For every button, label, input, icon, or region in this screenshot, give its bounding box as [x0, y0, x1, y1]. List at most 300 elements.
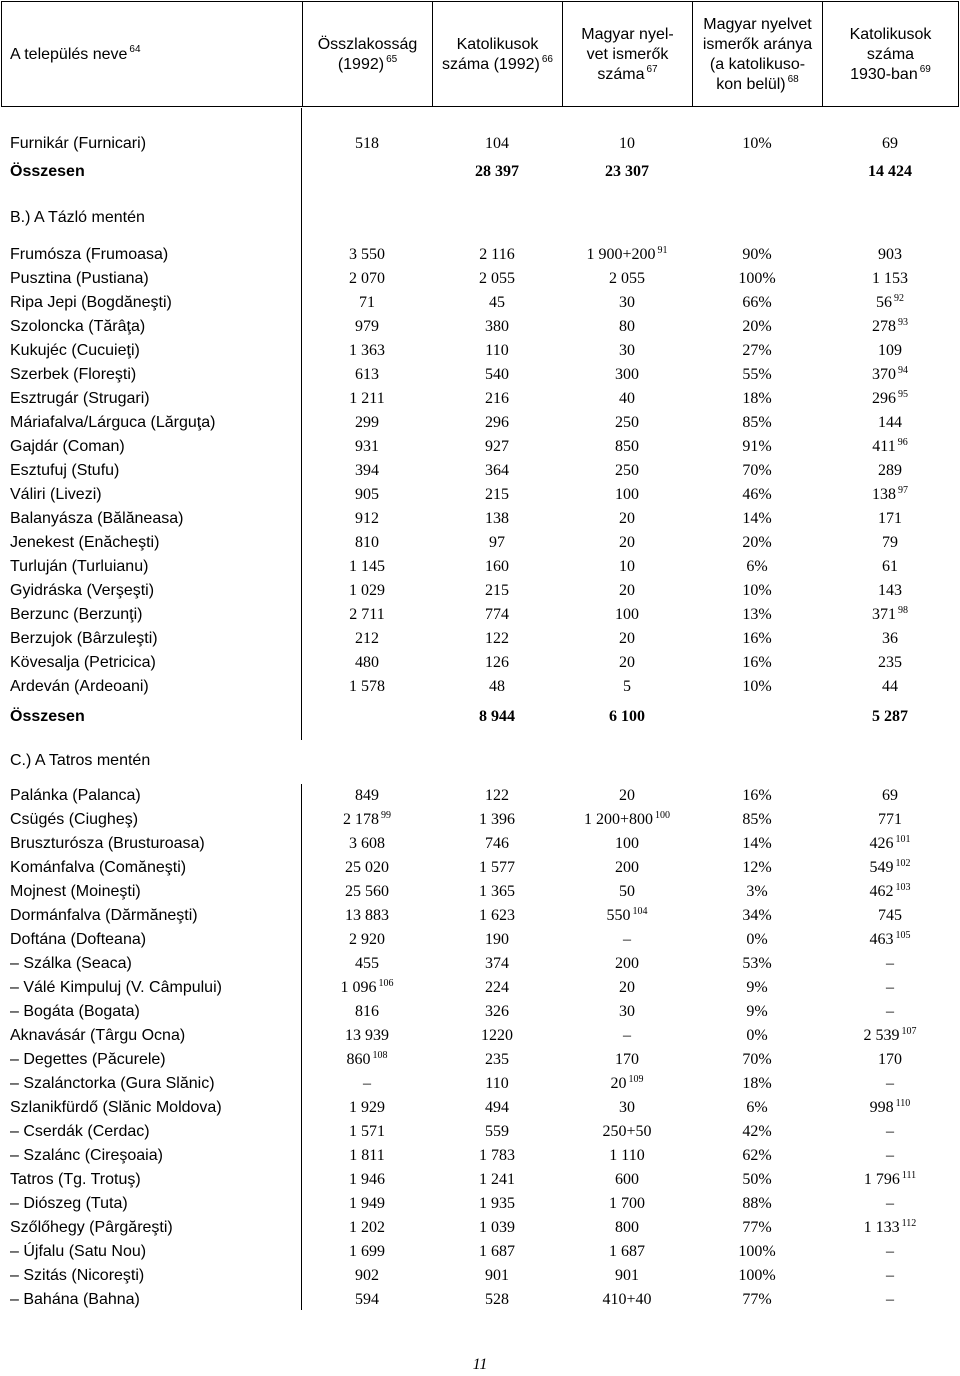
catholics-1992: 746: [485, 835, 509, 852]
settlement-name: Máriafalva/Lárguca (Lărguţa): [10, 414, 216, 431]
catholics-1992: 122: [485, 787, 509, 804]
hungarian-ratio: 100%: [738, 270, 776, 287]
settlement-name: Turluján (Turluianu): [10, 558, 149, 575]
total-population: 13 939: [345, 1027, 389, 1044]
table-row: [0, 243, 960, 267]
table-row: [0, 483, 960, 507]
catholics-1930: 411 $^{96}$: [872, 436, 908, 455]
hungarian-ratio: 70%: [742, 462, 772, 479]
catholics-1930: 109: [878, 342, 902, 359]
table-row: [0, 1072, 960, 1096]
catholics-1930: 771: [878, 811, 902, 828]
catholics-1930: 370 $^{94}$: [872, 364, 908, 383]
hungarian-speakers: 1 200+800 $^{100}$: [583, 809, 671, 828]
total-population: 849: [355, 787, 379, 804]
catholics-1930: –: [886, 1195, 894, 1212]
table-row: [0, 1144, 960, 1168]
catholics-1930: 143: [878, 582, 902, 599]
table-row: [0, 1216, 960, 1240]
table-row: [0, 531, 960, 555]
catholics-1992: 215: [485, 486, 509, 503]
hungarian-speakers: 30: [619, 1003, 635, 1020]
total-value: 5 287: [872, 708, 908, 725]
settlement-name: – Válé Kimpuluj (V. Câmpului): [10, 979, 222, 996]
catholics-1992: 1 935: [479, 1195, 515, 1212]
settlement-name: – Bogáta (Bogata): [10, 1003, 140, 1020]
table-row: [0, 1192, 960, 1216]
total-population: 2 178 $^{99}$: [343, 809, 391, 828]
hungarian-ratio: 62%: [742, 1147, 772, 1164]
table-row: [0, 832, 960, 856]
hungarian-ratio: 20%: [742, 318, 772, 335]
total-population: 1 571: [349, 1123, 385, 1140]
hungarian-speakers: 20: [619, 534, 635, 551]
total-population: 931: [355, 438, 379, 455]
catholics-1992: 1 039: [479, 1219, 515, 1236]
settlement-name: – Cserdák (Cerdac): [10, 1123, 150, 1140]
hungarian-speakers: 800: [615, 1219, 639, 1236]
hungarian-ratio: 50%: [742, 1171, 772, 1188]
total-population: 3 608: [349, 835, 385, 852]
table-row: [0, 387, 960, 411]
settlement-name: Dormánfalva (Dărmăneşti): [10, 907, 198, 924]
catholics-1992: 494: [485, 1099, 509, 1116]
total-population: 1 929: [349, 1099, 385, 1116]
table-row: [0, 267, 960, 291]
settlement-name: Berzujok (Bârzuleşti): [10, 630, 158, 647]
hungarian-speakers: 100: [615, 835, 639, 852]
catholics-1930: –: [886, 1123, 894, 1140]
hungarian-ratio: 14%: [742, 510, 772, 527]
hungarian-speakers: 2 055: [609, 270, 645, 287]
catholics-1992: 1 396: [479, 811, 515, 828]
hungarian-speakers: 250: [615, 414, 639, 431]
catholics-1992: 160: [485, 558, 509, 575]
table-row: [0, 411, 960, 435]
settlement-name: – Bahána (Bahna): [10, 1291, 140, 1308]
table-row: [0, 1288, 960, 1312]
catholics-1992: 1220: [481, 1027, 513, 1044]
total-label: Összesen: [10, 708, 85, 725]
hungarian-ratio: 27%: [742, 342, 772, 359]
catholics-1992: 364: [485, 462, 509, 479]
catholics-1930: 1 153: [872, 270, 908, 287]
catholics-1930: 745: [878, 907, 902, 924]
settlement-name: Váliri (Livezi): [10, 486, 102, 503]
catholics-1992: 1 241: [479, 1171, 515, 1188]
catholics-1992: 1 365: [479, 883, 515, 900]
hungarian-ratio: 9%: [746, 979, 768, 996]
section-title-text: B.) A Tázló mentén: [10, 209, 145, 226]
catholics-1930: 549 $^{102}$: [869, 857, 911, 876]
catholics-1992: 1 783: [479, 1147, 515, 1164]
hungarian-speakers: 850: [615, 438, 639, 455]
page-number: 11: [472, 1356, 488, 1373]
settlement-name: Szoloncka (Tărâţa): [10, 318, 146, 335]
settlement-name: Palánka (Palanca): [10, 787, 141, 804]
table-row: [0, 1240, 960, 1264]
settlement-name: Doftána (Dofteana): [10, 931, 147, 948]
table-row: [0, 555, 960, 579]
hungarian-speakers: 1 900+200 $^{91}$: [586, 244, 668, 263]
total-population: 1 699: [349, 1243, 385, 1260]
catholics-1930: –: [886, 1243, 894, 1260]
catholics-1930: 278 $^{93}$: [872, 316, 908, 335]
hungarian-ratio: 46%: [742, 486, 772, 503]
total-population: 594: [355, 1291, 379, 1308]
table-row: [0, 1048, 960, 1072]
hungarian-speakers: 40: [619, 390, 635, 407]
catholics-1992: 215: [485, 582, 509, 599]
total-population: 1 363: [349, 342, 385, 359]
section-title-c: [0, 749, 960, 773]
catholics-1992: 126: [485, 654, 509, 671]
settlement-name: Esztrugár (Strugari): [10, 390, 150, 407]
hungarian-speakers: 20: [619, 787, 635, 804]
settlement-name: Bruszturósza (Brusturoasa): [10, 835, 205, 852]
catholics-1992: 2 055: [479, 270, 515, 287]
settlement-name: – Szalánctorka (Gura Slănic): [10, 1075, 215, 1092]
catholics-1992: 122: [485, 630, 509, 647]
settlement-name: Tatros (Tg. Trotuş): [10, 1171, 141, 1188]
catholics-1992: 540: [485, 366, 509, 383]
catholics-1930: 138 $^{97}$: [872, 484, 908, 503]
hungarian-speakers: 5: [623, 678, 631, 695]
table-row: [0, 856, 960, 880]
total-population: 613: [355, 366, 379, 383]
catholics-1992: 326: [485, 1003, 509, 1020]
settlement-name: – Degettes (Păcurele): [10, 1051, 166, 1068]
catholics-1930: 1 133 $^{112}$: [863, 1217, 917, 1236]
total-population: 816: [355, 1003, 379, 1020]
hungarian-speakers: 10: [619, 558, 635, 575]
catholics-1992: 104: [485, 135, 509, 152]
catholics-1930: 903: [878, 246, 902, 263]
settlement-name: – Újfalu (Satu Nou): [10, 1243, 147, 1260]
catholics-1930: 426 $^{101}$: [869, 833, 911, 852]
table-row: [0, 435, 960, 459]
total-population: 860 $^{108}$: [346, 1049, 388, 1068]
settlement-name: Szlanikfürdő (Slănic Moldova): [10, 1099, 222, 1116]
settlement-name: Furnikár (Furnicari): [10, 135, 147, 152]
catholics-1992: 528: [485, 1291, 509, 1308]
catholics-1992: 97: [489, 534, 505, 551]
total-population: 480: [355, 654, 379, 671]
hungarian-ratio: 3%: [746, 883, 768, 900]
catholics-1930: –: [886, 1267, 894, 1284]
settlement-name: – Szalánc (Cireşoaia): [10, 1147, 163, 1164]
catholics-1992: 110: [485, 342, 509, 359]
hungarian-ratio: 16%: [742, 654, 772, 671]
hungarian-ratio: 20%: [742, 534, 772, 551]
settlement-name: Gyidráska (Verşeşti): [10, 582, 155, 599]
header-hungarian-speakers: Magyar nyel- vet ismerők száma $^{67}$: [581, 25, 674, 83]
hungarian-ratio: 10%: [742, 135, 772, 152]
settlement-name: Ripa Jepi (Bogdăneşti): [10, 294, 172, 311]
catholics-1992: 216: [485, 390, 509, 407]
catholics-1930: –: [886, 1291, 894, 1308]
total-population: 3 550: [349, 246, 385, 263]
header-hungarian-ratio: Magyar nyelvet ismerők aránya (a katolikuso- kon belül) $^{68}$: [702, 15, 813, 93]
catholics-1930: 463 $^{105}$: [869, 929, 911, 948]
table-row: [0, 651, 960, 675]
table-row: [0, 1096, 960, 1120]
catholics-1930: 170: [878, 1051, 902, 1068]
hungarian-ratio: 9%: [746, 1003, 768, 1020]
table-row: [0, 1024, 960, 1048]
hungarian-speakers: 30: [619, 294, 635, 311]
table-row: [0, 459, 960, 483]
table-row: [0, 627, 960, 651]
total-population: 912: [355, 510, 379, 527]
header-settlement-name: A település neve $^{64}$: [10, 44, 141, 63]
settlement-name: Pusztina (Pustiana): [10, 270, 149, 287]
table-row: [0, 952, 960, 976]
settlement-name: Kománfalva (Comăneşti): [10, 859, 187, 876]
catholics-1992: 190: [485, 931, 509, 948]
settlement-name: Esztufuj (Stufu): [10, 462, 120, 479]
table-row: [0, 1000, 960, 1024]
total-population: 2 920: [349, 931, 385, 948]
total-value: 28 397: [475, 163, 519, 180]
catholics-1930: 171: [878, 510, 902, 527]
table-row: [0, 1168, 960, 1192]
hungarian-ratio: 55%: [742, 366, 772, 383]
section-title-b: [0, 206, 960, 230]
table-row: [0, 808, 960, 832]
catholics-1992: 45: [489, 294, 505, 311]
catholics-1930: 69: [882, 787, 898, 804]
catholics-1930: –: [886, 1147, 894, 1164]
total-population: 25 020: [345, 859, 389, 876]
catholics-1992: 374: [485, 955, 509, 972]
hungarian-ratio: 14%: [742, 835, 772, 852]
table-row: [0, 675, 960, 699]
total-population: 212: [355, 630, 379, 647]
catholics-1930: 44: [882, 678, 898, 695]
settlement-name: Szőlőhegy (Pârgăreşti): [10, 1219, 173, 1236]
total-population: 1 946: [349, 1171, 385, 1188]
table-row: [0, 928, 960, 952]
hungarian-speakers: –: [623, 931, 631, 948]
hungarian-ratio: 10%: [742, 678, 772, 695]
total-population: 394: [355, 462, 379, 479]
hungarian-ratio: 85%: [742, 414, 772, 431]
hungarian-speakers: 1 700: [609, 1195, 645, 1212]
settlement-name: – Diószeg (Tuta): [10, 1195, 128, 1212]
table-row: [0, 784, 960, 808]
catholics-1930: 998 $^{110}$: [869, 1097, 911, 1116]
catholics-1930: 462 $^{103}$: [869, 881, 911, 900]
hungarian-ratio: 6%: [746, 1099, 768, 1116]
catholics-1930: 69: [882, 135, 898, 152]
catholics-1930: –: [886, 1003, 894, 1020]
total-population: 2 711: [349, 606, 385, 623]
header-total-population: Összlakosság (1992) $^{65}$: [317, 35, 418, 73]
table-row: [0, 976, 960, 1000]
total-value: 14 424: [868, 163, 912, 180]
hungarian-speakers: 100: [615, 606, 639, 623]
header-catholics-1992: Katolikusok száma (1992) $^{66}$: [442, 35, 553, 73]
catholics-1930: 296 $^{95}$: [872, 388, 908, 407]
catholics-1992: 2 116: [479, 246, 515, 263]
total-population: 979: [355, 318, 379, 335]
settlement-name: Aknavásár (Târgu Ocna): [10, 1027, 186, 1044]
total-population: 1 811: [349, 1147, 385, 1164]
hungarian-speakers: 300: [615, 366, 639, 383]
table-row: [0, 904, 960, 928]
catholics-1992: 224: [485, 979, 509, 996]
hungarian-speakers: 20: [619, 510, 635, 527]
hungarian-ratio: 100%: [738, 1267, 776, 1284]
hungarian-speakers: 30: [619, 342, 635, 359]
table-row: [0, 579, 960, 603]
hungarian-speakers: 200: [615, 955, 639, 972]
hungarian-speakers: 1 687: [609, 1243, 645, 1260]
catholics-1930: 56 $^{92}$: [876, 292, 904, 311]
total-population: 1 096 $^{106}$: [340, 977, 394, 996]
settlement-name: Csügés (Ciugheş): [10, 811, 139, 828]
hungarian-speakers: 200: [615, 859, 639, 876]
hungarian-ratio: 0%: [746, 1027, 768, 1044]
total-row: [0, 705, 960, 729]
catholics-1992: 48: [489, 678, 505, 695]
settlement-name: Berzunc (Berzunţi): [10, 606, 143, 623]
settlement-name: Kövesalja (Petricica): [10, 654, 156, 671]
total-population: 1 029: [349, 582, 385, 599]
hungarian-ratio: 100%: [738, 1243, 776, 1260]
total-population: –: [363, 1075, 371, 1092]
hungarian-speakers: 1 110: [609, 1147, 645, 1164]
table-row: [0, 339, 960, 363]
catholics-1930: 79: [882, 534, 898, 551]
total-population: 902: [355, 1267, 379, 1284]
hungarian-speakers: 170: [615, 1051, 639, 1068]
hungarian-ratio: 77%: [742, 1219, 772, 1236]
table-row: [0, 507, 960, 531]
table-row: [0, 1264, 960, 1288]
catholics-1992: 110: [485, 1075, 509, 1092]
hungarian-speakers: 250+50: [602, 1123, 652, 1140]
total-value: 8 944: [479, 708, 515, 725]
settlement-name: Balanyásza (Bălăneasa): [10, 510, 184, 527]
hungarian-ratio: 42%: [742, 1123, 772, 1140]
settlement-name: Frumósza (Frumoasa): [10, 246, 169, 263]
total-population: 13 883: [345, 907, 389, 924]
hungarian-ratio: 90%: [742, 246, 772, 263]
total-population: 810: [355, 534, 379, 551]
catholics-1930: –: [886, 955, 894, 972]
hungarian-speakers: 80: [619, 318, 635, 335]
hungarian-ratio: 77%: [742, 1291, 772, 1308]
total-population: 71: [359, 294, 375, 311]
catholics-1930: 36: [882, 630, 898, 647]
catholics-1930: 235: [878, 654, 902, 671]
catholics-1992: 1 623: [479, 907, 515, 924]
total-value: 23 307: [605, 163, 649, 180]
total-population: 25 560: [345, 883, 389, 900]
hungarian-ratio: 13%: [742, 606, 772, 623]
hungarian-ratio: 70%: [742, 1051, 772, 1068]
settlement-name: – Szitás (Nicoreşti): [10, 1267, 145, 1284]
table-row: [0, 880, 960, 904]
catholics-1930: 61: [882, 558, 898, 575]
hungarian-speakers: 20: [619, 630, 635, 647]
hungarian-ratio: 12%: [742, 859, 772, 876]
total-row: [0, 160, 960, 184]
settlement-name: Kukujéc (Cucuieţi): [10, 342, 140, 359]
table-row: [0, 1120, 960, 1144]
hungarian-ratio: 16%: [742, 787, 772, 804]
settlement-name: Mojnest (Moineşti): [10, 883, 141, 900]
total-population: 1 949: [349, 1195, 385, 1212]
table-header: [1, 1, 959, 108]
hungarian-speakers: 550 $^{104}$: [606, 905, 648, 924]
settlement-name: Gajdár (Coman): [10, 438, 125, 455]
catholics-1992: 235: [485, 1051, 509, 1068]
settlement-name: Jenekest (Enăcheşti): [10, 534, 160, 551]
catholics-1930: 2 539 $^{107}$: [863, 1025, 917, 1044]
total-population: 1 211: [349, 390, 385, 407]
total-population: 2 070: [349, 270, 385, 287]
hungarian-speakers: 10: [619, 135, 635, 152]
hungarian-ratio: 0%: [746, 931, 768, 948]
hungarian-speakers: 20: [619, 979, 635, 996]
hungarian-speakers: 410+40: [602, 1291, 652, 1308]
hungarian-speakers: 20 $^{109}$: [610, 1073, 644, 1092]
table-row: [0, 132, 960, 156]
table-row: [0, 315, 960, 339]
hungarian-ratio: 85%: [742, 811, 772, 828]
catholics-1930: 1 796 $^{111}$: [863, 1169, 917, 1188]
total-population: 1 145: [349, 558, 385, 575]
hungarian-speakers: 901: [615, 1267, 639, 1284]
catholics-1992: 1 687: [479, 1243, 515, 1260]
hungarian-speakers: 50: [619, 883, 635, 900]
table-row: [0, 603, 960, 627]
hungarian-ratio: 6%: [746, 558, 768, 575]
total-value: 6 100: [609, 708, 645, 725]
hungarian-ratio: 16%: [742, 630, 772, 647]
hungarian-ratio: 66%: [742, 294, 772, 311]
total-population: 299: [355, 414, 379, 431]
hungarian-ratio: 18%: [742, 390, 772, 407]
hungarian-speakers: 600: [615, 1171, 639, 1188]
catholics-1992: 380: [485, 318, 509, 335]
hungarian-ratio: 53%: [742, 955, 772, 972]
catholics-1992: 927: [485, 438, 509, 455]
settlement-name: Szerbek (Floreşti): [10, 366, 137, 383]
hungarian-speakers: 20: [619, 654, 635, 671]
catholics-1930: 371 $^{98}$: [872, 604, 908, 623]
hungarian-speakers: 30: [619, 1099, 635, 1116]
header-catholics-1930: Katolikusok száma 1930-ban $^{69}$: [849, 25, 932, 83]
total-population: 1 578: [349, 678, 385, 695]
catholics-1992: 1 577: [479, 859, 515, 876]
total-population: 518: [355, 135, 379, 152]
table-row: [0, 363, 960, 387]
hungarian-ratio: 91%: [742, 438, 772, 455]
hungarian-ratio: 34%: [742, 907, 772, 924]
catholics-1930: 144: [878, 414, 902, 431]
catholics-1992: 138: [485, 510, 509, 527]
hungarian-ratio: 10%: [742, 582, 772, 599]
catholics-1930: 289: [878, 462, 902, 479]
table-row: [0, 291, 960, 315]
total-population: 455: [355, 955, 379, 972]
hungarian-ratio: 18%: [742, 1075, 772, 1092]
catholics-1992: 774: [485, 606, 509, 623]
